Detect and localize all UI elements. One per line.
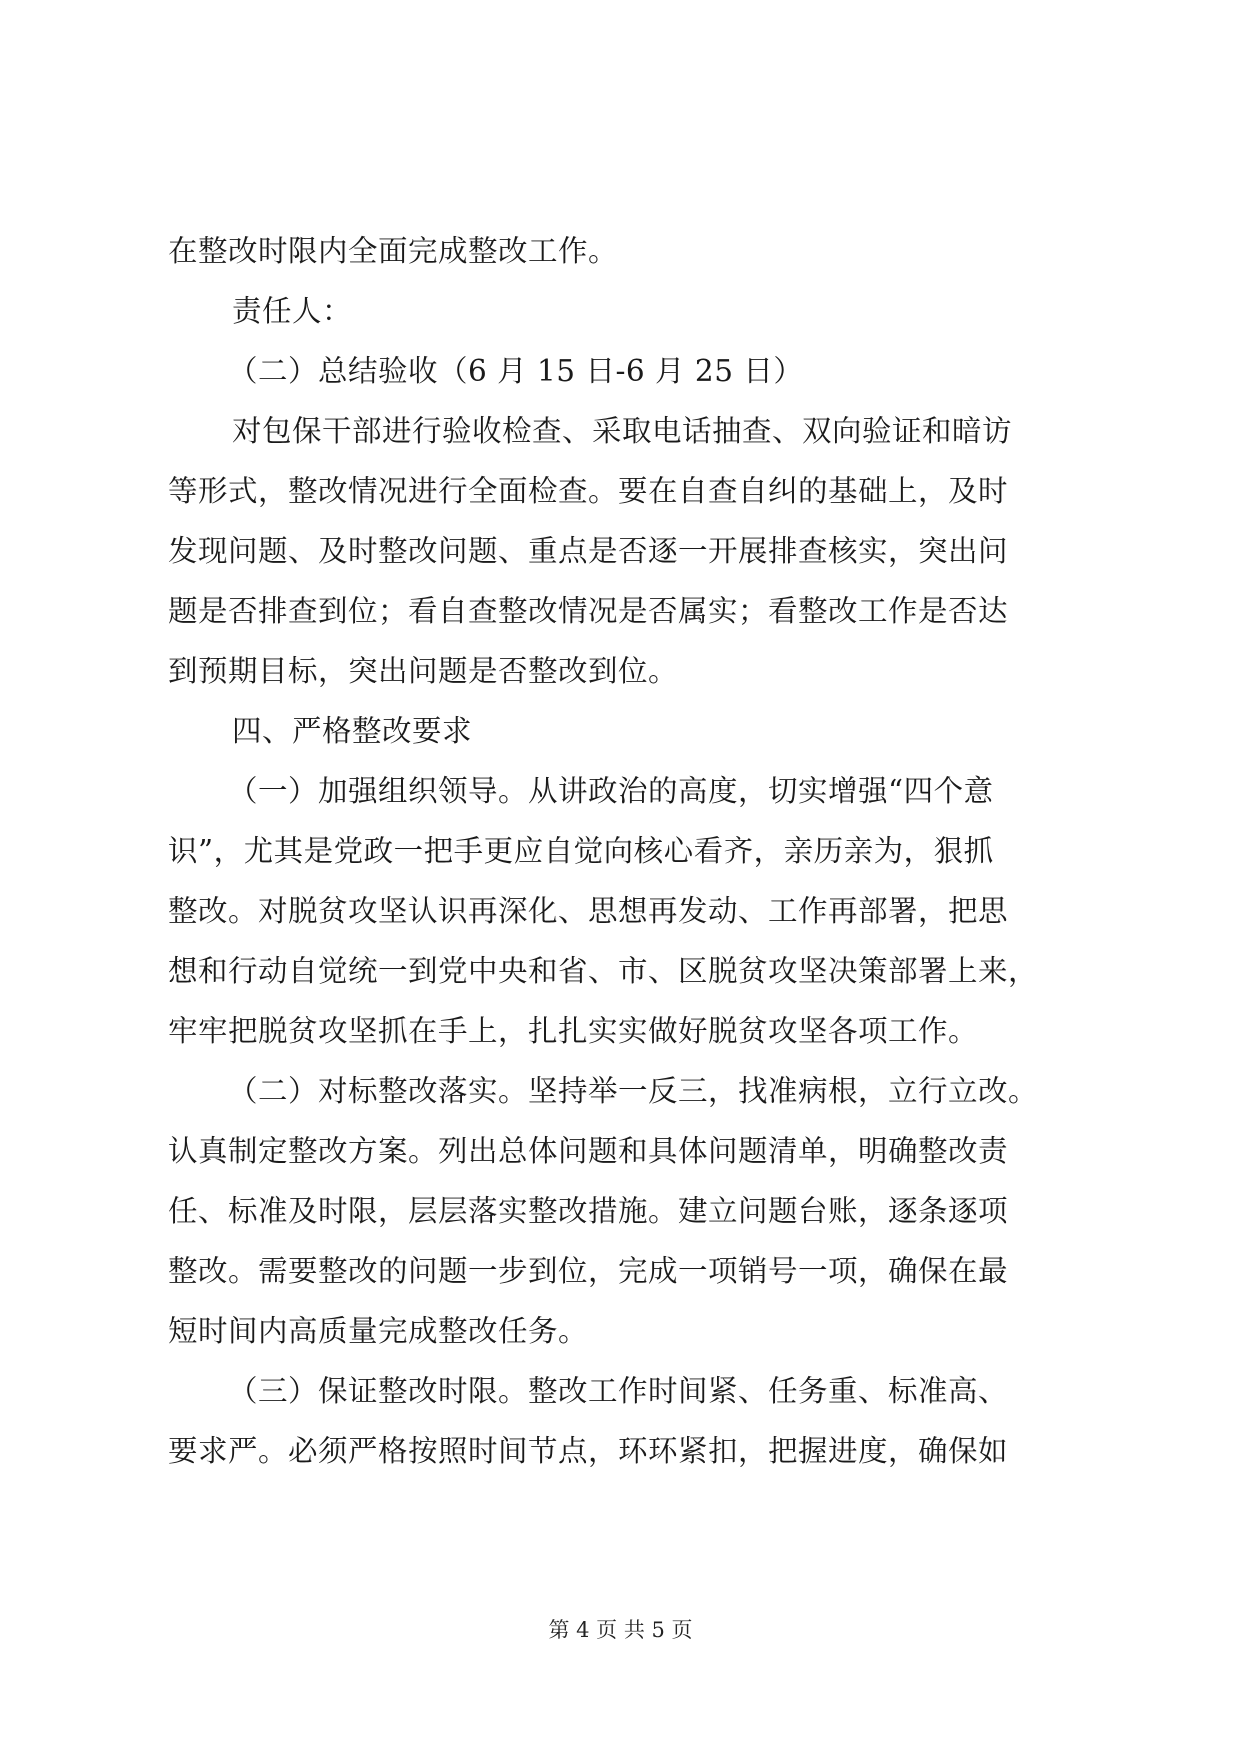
paragraph-line: 认真制定整改方案。列出总体问题和具体问题清单，明确整改责 — [168, 1134, 1009, 1168]
paragraph-line: 要求严。必须严格按照时间节点，环环紧扣，把握进度，确保如 — [168, 1434, 1009, 1468]
paragraph-line: 想和行动自觉统一到党中央和省、市、区脱贫攻坚决策部署上来， — [168, 954, 1039, 988]
paragraph-line: 识”，尤其是党政一把手更应自觉向核心看齐，亲历亲为，狠抓 — [168, 834, 994, 868]
paragraph-line: （三）保证整改时限。整改工作时间紧、任务重、标准高、 — [228, 1374, 1009, 1408]
paragraph-line: 等形式，整改情况进行全面检查。要在自查自纠的基础上，及时 — [168, 474, 1009, 508]
paragraph-line: （一）加强组织领导。从讲政治的高度，切实增强“四个意 — [228, 774, 994, 808]
paragraph-line: 整改。需要整改的问题一步到位，完成一项销号一项，确保在最 — [168, 1254, 1009, 1288]
paragraph-line: 在整改时限内全面完成整改工作。 — [168, 234, 619, 268]
paragraph-line: 整改。对脱贫攻坚认识再深化、思想再发动、工作再部署，把思 — [168, 894, 1009, 928]
section-heading: 四、严格整改要求 — [232, 714, 473, 748]
paragraph-line: 任、标准及时限，层层落实整改措施。建立问题台账，逐条逐项 — [168, 1194, 1009, 1228]
paragraph-line: 责任人： — [232, 294, 353, 328]
page-number-label: 第 4 页 共 5 页 — [548, 1618, 693, 1642]
paragraph-line: 对包保干部进行验收检查、采取电话抽查、双向验证和暗访 — [232, 414, 1013, 448]
page-footer — [0, 1614, 1241, 1644]
paragraph-line: 发现问题、及时整改问题、重点是否逐一开展排查核实，突出问 — [168, 534, 1009, 568]
paragraph-line: （二）对标整改落实。坚持举一反三，找准病根，立行立改。 — [228, 1074, 1039, 1108]
paragraph-line: 短时间内高质量完成整改任务。 — [168, 1314, 589, 1348]
paragraph-line: 题是否排查到位；看自查整改情况是否属实；看整改工作是否达 — [168, 594, 1009, 628]
body-text — [168, 228, 1080, 1488]
paragraph-line: 到预期目标，突出问题是否整改到位。 — [168, 654, 679, 688]
section-heading: （二）总结验收（6 月 15 日-6 月 25 日） — [228, 354, 804, 388]
paragraph-line: 牢牢把脱贫攻坚抓在手上，扎扎实实做好脱贫攻坚各项工作。 — [168, 1014, 979, 1048]
